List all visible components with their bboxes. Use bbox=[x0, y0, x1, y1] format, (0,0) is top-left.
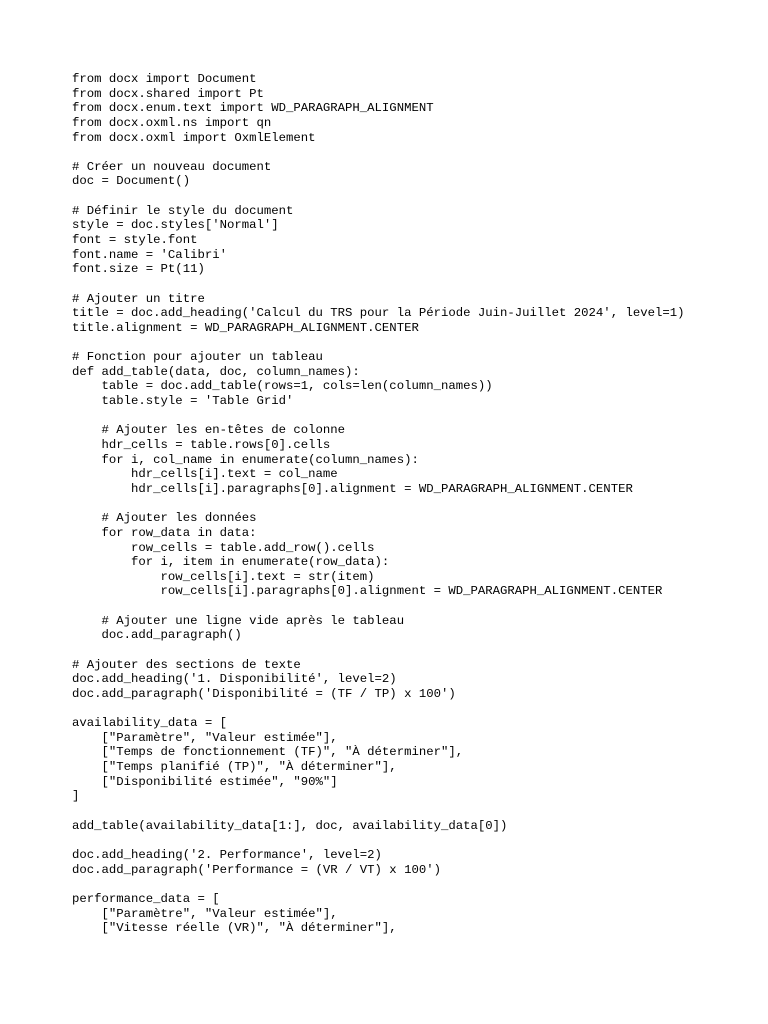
code-line bbox=[72, 336, 752, 351]
code-line: table = doc.add_table(rows=1, cols=len(column_names)) bbox=[72, 379, 493, 394]
code-line: ["Paramètre", "Valeur estimée"], bbox=[72, 906, 338, 921]
code-line bbox=[72, 877, 752, 892]
code-line: for i, item in enumerate(row_data): bbox=[72, 555, 390, 570]
code-line: hdr_cells = table.rows[0].cells bbox=[72, 438, 331, 453]
code-line: ["Disponibilité estimée", "90%"] bbox=[72, 774, 338, 789]
code-line: # Ajouter un titre bbox=[72, 291, 205, 306]
code-line: ["Paramètre", "Valeur estimée"], bbox=[72, 730, 338, 745]
code-line: style = doc.styles['Normal'] bbox=[72, 218, 279, 233]
code-line: doc = Document() bbox=[72, 174, 191, 189]
code-line: ["Vitesse réelle (VR)", "À déterminer"], bbox=[72, 921, 397, 936]
code-line bbox=[72, 189, 752, 204]
code-line: from docx.oxml.ns import qn bbox=[72, 115, 272, 130]
code-line: doc.add_paragraph('Disponibilité = (TF / TP) x 100') bbox=[72, 686, 456, 701]
code-line: row_cells[i].text = str(item) bbox=[72, 569, 375, 584]
code-line: doc.add_paragraph('Performance = (VR / VT) x 100') bbox=[72, 862, 441, 877]
code-line: from docx.oxml import OxmlElement bbox=[72, 130, 316, 145]
code-line: # Ajouter des sections de texte bbox=[72, 657, 301, 672]
code-line: # Fonction pour ajouter un tableau bbox=[72, 350, 323, 365]
code-line: table.style = 'Table Grid' bbox=[72, 394, 294, 409]
code-line: # Ajouter les données bbox=[72, 511, 257, 526]
code-line: title.alignment = WD_PARAGRAPH_ALIGNMENT.CENTER bbox=[72, 320, 419, 335]
code-line: for i, col_name in enumerate(column_names): bbox=[72, 452, 419, 467]
code-line: doc.add_heading('1. Disponibilité', level=2) bbox=[72, 672, 397, 687]
code-line: availability_data = [ bbox=[72, 716, 227, 731]
code-line: for row_data in data: bbox=[72, 525, 257, 540]
code-line: ["Temps planifié (TP)", "À déterminer"], bbox=[72, 760, 397, 775]
code-line bbox=[72, 277, 752, 292]
code-line: title = doc.add_heading('Calcul du TRS pour la Période Juin-Juillet 2024', level=1) bbox=[72, 306, 685, 321]
code-line: # Créer un nouveau document bbox=[72, 159, 272, 174]
code-line: font.name = 'Calibri' bbox=[72, 247, 227, 262]
code-line bbox=[72, 145, 752, 160]
code-line bbox=[72, 409, 752, 424]
code-line: ["Temps de fonctionnement (TF)", "À déterminer"], bbox=[72, 745, 464, 760]
code-listing bbox=[72, 72, 752, 936]
code-line bbox=[72, 497, 752, 512]
code-line: row_cells = table.add_row().cells bbox=[72, 540, 375, 555]
code-line: hdr_cells[i].text = col_name bbox=[72, 467, 338, 482]
code-line: doc.add_paragraph() bbox=[72, 628, 242, 643]
code-line: font.size = Pt(11) bbox=[72, 262, 205, 277]
code-line: # Définir le style du document bbox=[72, 203, 294, 218]
code-line bbox=[72, 833, 752, 848]
code-line bbox=[72, 804, 752, 819]
code-line: hdr_cells[i].paragraphs[0].alignment = WD_PARAGRAPH_ALIGNMENT.CENTER bbox=[72, 481, 633, 496]
code-line: from docx.enum.text import WD_PARAGRAPH_ALIGNMENT bbox=[72, 101, 434, 116]
code-line: doc.add_heading('2. Performance', level=2) bbox=[72, 847, 382, 862]
code-line: from docx import Document bbox=[72, 72, 257, 86]
code-line: font = style.font bbox=[72, 233, 198, 248]
code-line: performance_data = [ bbox=[72, 891, 220, 906]
code-line: from docx.shared import Pt bbox=[72, 86, 264, 101]
code-line: ] bbox=[72, 789, 80, 804]
code-line: def add_table(data, doc, column_names): bbox=[72, 364, 360, 379]
code-line: row_cells[i].paragraphs[0].alignment = WD_PARAGRAPH_ALIGNMENT.CENTER bbox=[72, 584, 663, 599]
code-line bbox=[72, 702, 752, 717]
code-line bbox=[72, 643, 752, 658]
code-line: # Ajouter une ligne vide après le tableau bbox=[72, 613, 405, 628]
code-line bbox=[72, 599, 752, 614]
code-line: add_table(availability_data[1:], doc, availability_data[0]) bbox=[72, 818, 508, 833]
code-line: # Ajouter les en-têtes de colonne bbox=[72, 423, 346, 438]
